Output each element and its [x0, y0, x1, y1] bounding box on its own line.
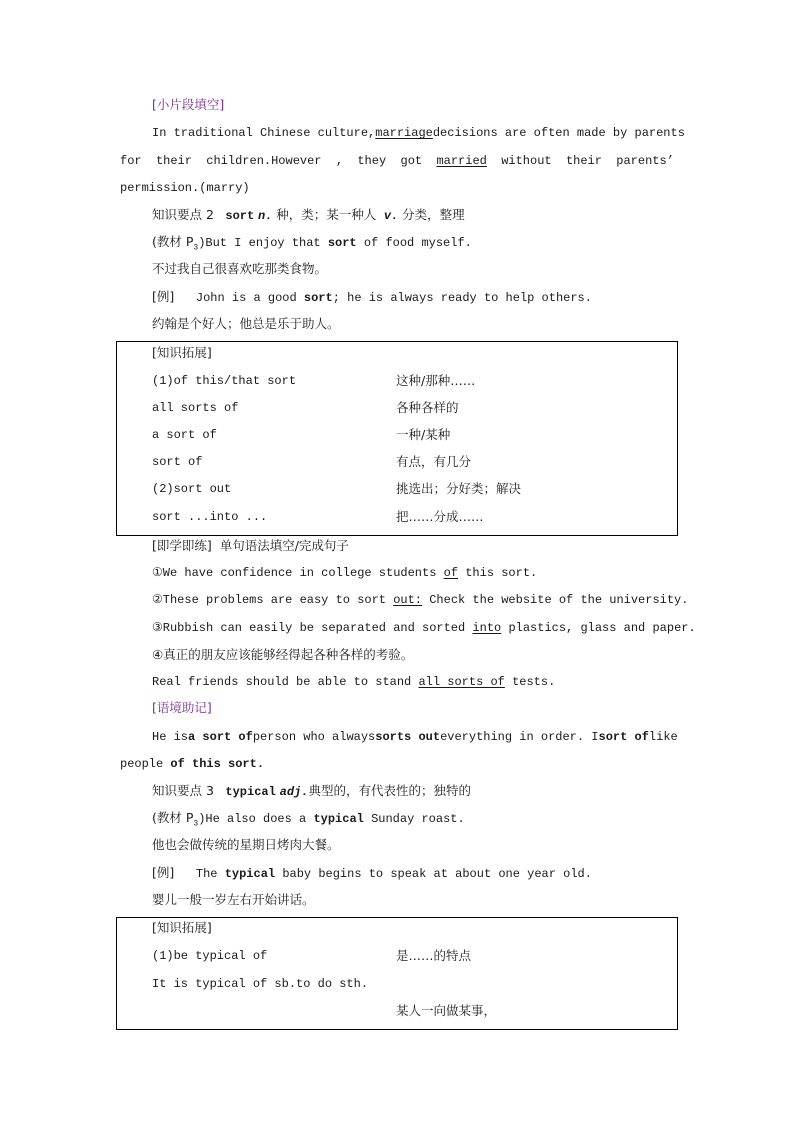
answer-blank: married — [436, 154, 487, 168]
sentence-text: )He also does a — [198, 812, 307, 826]
sentence-text: John is a good — [195, 291, 297, 305]
word: parents’ — [616, 154, 674, 168]
fill-in-heading: [小片段填空] — [152, 97, 225, 112]
question-text: tests. — [512, 675, 556, 689]
phrase-cn: 各种各样的 — [396, 400, 459, 415]
memory-line-1 — [152, 729, 678, 745]
headword: typical — [225, 785, 276, 799]
word: their — [155, 154, 192, 168]
memory-text: everything in order. I — [440, 730, 599, 744]
word: their — [565, 154, 602, 168]
word: children.However — [206, 154, 322, 168]
question-text: Check the website of the university. — [429, 593, 689, 607]
sentence-text: )But I enjoy that — [198, 236, 321, 250]
example-tag: [例] — [152, 865, 175, 880]
sentence-text: of food myself. — [363, 236, 472, 250]
pos-adjective: adj. — [279, 785, 309, 799]
keyword: sorts out — [375, 730, 441, 744]
practice-item-1 — [152, 565, 537, 581]
textbook-page: 3 — [193, 819, 199, 829]
phrase-en: sort ...into ... — [152, 510, 268, 524]
meaning-noun: 种，类；某一种人 — [276, 207, 377, 222]
practice-subtitle: 单句语法填空/完成句子 — [219, 538, 349, 553]
meaning: 典型的，有代表性的；独特的 — [308, 783, 471, 798]
textbook-sentence — [152, 234, 472, 256]
phrase-en: (1)be typical of — [152, 949, 268, 963]
answer-blank: of — [443, 566, 459, 580]
question-text: ②These problems are easy to sort — [152, 593, 386, 607]
knowledge-point-2-heading — [152, 207, 465, 224]
phrase-en: (2)sort out — [152, 482, 232, 496]
phrase-en: a sort of — [152, 428, 217, 442]
question-text: ③Rubbish can easily be separated and sorted — [152, 621, 466, 635]
example-sentence — [152, 289, 592, 306]
example-sentence — [152, 865, 592, 882]
word: got — [400, 154, 423, 168]
point-label: 知识要点 3 — [152, 783, 214, 798]
phrase-en: (1)of this/that sort — [152, 374, 297, 388]
textbook-ref: (教材 P — [152, 810, 194, 825]
textbook-translation: 不过我自己很喜欢吃那类食物。 — [152, 261, 328, 276]
paragraph-text: In traditional Chinese culture, — [152, 126, 376, 140]
textbook-sentence — [152, 810, 465, 832]
phrase-cn: 把……分成…… — [396, 509, 484, 524]
practice-title: [即学即练] — [152, 538, 212, 553]
phrase-cn: 这种/那种…… — [396, 373, 476, 388]
keyword: sort — [327, 236, 357, 250]
practice-heading — [152, 538, 349, 554]
meaning-verb: 分类，整理 — [402, 207, 465, 222]
practice-item-3 — [152, 620, 696, 636]
question-text: ①We have confidence in college students — [152, 566, 437, 580]
memory-text: He is — [152, 730, 189, 744]
extension-title: [知识拓展] — [152, 345, 212, 360]
answer-blank: out: — [393, 593, 423, 607]
pos-verb: v. — [383, 209, 399, 223]
question-text: this sort. — [465, 566, 538, 580]
phrase-en: It is typical of sb.to do sth. — [152, 977, 369, 991]
phrase-cn: 一种/某种 — [396, 427, 451, 442]
keyword: sort — [303, 291, 333, 305]
textbook-page: 3 — [193, 243, 199, 253]
textbook-translation: 他也会做传统的星期日烤肉大餐。 — [152, 837, 340, 852]
keyword: typical — [224, 867, 276, 881]
answer-blank: marriage — [375, 126, 433, 140]
practice-item-4-answer — [152, 674, 555, 690]
keyword: sort of — [598, 730, 649, 744]
headword: sort — [225, 209, 255, 223]
point-label: 知识要点 2 — [152, 207, 214, 222]
question-text: Real friends should be able to stand — [152, 675, 412, 689]
phrase-cn: 某人一向做某事， — [396, 1003, 497, 1018]
paragraph-line-3: permission.(marry) — [120, 181, 250, 195]
example-tag: [例] — [152, 289, 175, 304]
word: , — [335, 154, 344, 168]
paragraph-line-2 — [120, 153, 674, 169]
phrase-en: all sorts of — [152, 401, 239, 415]
phrase-cn: 挑选出；分好类；解决 — [396, 481, 522, 496]
word: without — [501, 154, 552, 168]
practice-item-2 — [152, 592, 688, 608]
sentence-text: The — [195, 867, 218, 881]
paragraph-text: decisions are often made by parents — [432, 126, 685, 140]
memory-text: people — [120, 757, 164, 771]
sentence-text: ; he is always ready to help others. — [332, 291, 592, 305]
paragraph-line-1 — [152, 125, 685, 141]
memory-text: like — [648, 730, 678, 744]
example-translation: 婴儿一般一岁左右开始讲话。 — [152, 892, 315, 907]
memory-text: person who always — [252, 730, 376, 744]
memory-line-2 — [120, 756, 264, 772]
pos-noun: n. — [258, 209, 273, 223]
keyword: of this sort. — [170, 757, 265, 771]
phrase-cn: 是……的特点 — [396, 948, 472, 963]
answer-blank: all sorts of — [418, 675, 505, 689]
sentence-text: Sunday roast. — [371, 812, 465, 826]
knowledge-point-3-heading — [152, 783, 471, 800]
sentence-text: baby begins to speak at about one year old. — [282, 867, 592, 881]
practice-item-4: ④真正的朋友应该能够经得起各种各样的考验。 — [152, 647, 414, 662]
keyword: a sort of — [188, 730, 253, 744]
word: for — [120, 154, 142, 168]
extension-title: [知识拓展] — [152, 920, 212, 935]
example-translation: 约翰是个好人；他总是乐于助人。 — [152, 316, 340, 331]
question-text: plastics, glass and paper. — [508, 621, 696, 635]
word: they — [357, 154, 387, 168]
phrase-en: sort of — [152, 455, 203, 469]
answer-blank: into — [472, 621, 502, 635]
textbook-ref: (教材 P — [152, 234, 194, 249]
phrase-cn: 有点，有几分 — [396, 454, 472, 469]
keyword: typical — [313, 812, 364, 826]
memory-heading: [语境助记] — [152, 700, 212, 715]
